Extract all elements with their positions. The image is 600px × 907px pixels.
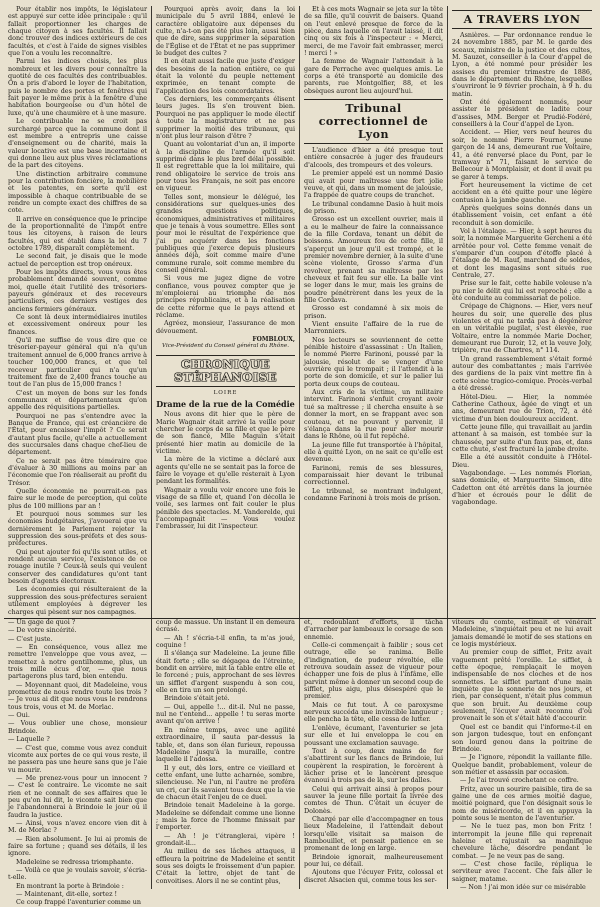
paragraph: Vient ensuite l'affaire de la rue de Marronniers. [304, 320, 443, 336]
paragraph: Celle-ci commençait à faiblir ; sous cet outrage, elle se ranima. Belle d'indignation, de pudeur révoltée, elle retrouva soudain assez de vigueur pour échapper une fois de plus à l'infâme, elle parvint même à donner un second coup de sifflet, plus aigu, plus désespéré que le premier. [304, 641, 443, 701]
paragraph: C'est un moyen de bons sur les fonds communaux et départementaux qu'on appelle des réquisitions partielles. [8, 388, 147, 412]
paragraph: En montrant la porte à Brindoie : [16, 881, 124, 890]
paragraph: — De votre sincérité. [8, 626, 77, 635]
paragraph: L'audience d'hier a été presque tout entière consacrée à juger des fraudeurs d'alcools, des trompeurs et des voleurs. [304, 146, 443, 169]
paragraph: Quant au volontariat d'un an, il importe à la discipline de l'armée qu'il soit supprimé dans le plus bref délai possible. Il est regrettable que la loi militaire, qui rend obligatoire le service de trois ans pour tous les Français, ne soit pas encore en vigueur. [156, 140, 295, 193]
paragraph: Si vous me jugez digne de votre confiance, vous pouvez compter que je m'emploierai au triomphe de nos principes républicains, et à la réalisation de cette réforme que le pays attend et réclame. [156, 274, 295, 320]
paragraph: Après quelques soins donnés dans un établissement voisin, cet enfant a été reconduit à son domicile. [452, 203, 592, 227]
paragraph: Brindoie tenait Madeleine à la gorge. Madeleine se défendait comme une lionne ; mais la force de l'homme finissait par l'emporter. [156, 801, 295, 832]
paragraph: — C'est que, comme vous avez conduit vicomte aux portes de ce qui vous reste, il ne passera pas une heure sans que je l'aie vu mourir. [8, 743, 147, 774]
paragraph: Nous avons dit hier que le père de Marie Wagnair était arrivé la veille pour chercher le corps de sa fille et que le père de son fiancé, Mlle Maguin s'était présenté hier matin au domicile de la victime. [156, 410, 295, 455]
paragraph: — Oui. [8, 711, 30, 720]
paragraph: Crépage de Chignons. — Hier, vers neuf heures du soir, une querelle des plus violentes et qui ne tarda pas à dégénérer en un véritable pugilat, s'est élevée, rue Voltaire, entre la nommée Marie Docher, demeurant rue Duroir, 12, et la veuve Joly, tripière, rue de Chartres, n° 114. [452, 302, 592, 355]
paragraph: Hôtel-Dieu. — Hier, la nommée Catherine Cathoux, âgée de vingt et un ans, demeurant rue de Trion, 72, a été victime d'un bien douloureux accident. [452, 392, 592, 423]
section-heading-text: CHRONIQUE STÉPHANOISE [174, 356, 277, 384]
paragraph: — Voilà ce que je voulais savoir, s'écria-t-elle. [8, 866, 147, 882]
paragraph: Ont été également nommés, pour assister le président de ladite cour d'assises, MM. Berger et Prudié-Fodéré, conseillers à la Cour d'appel de Lyon. [452, 98, 592, 129]
paragraph: Le second fait, je disais que le mode actuel de perception est trop onéreux. [8, 252, 147, 268]
paragraph: Ce ne serait pas être téméraire que d'évaluer à 30 millions au moins par an l'économie que l'on réaliserait au profit du Trésor. [8, 456, 147, 487]
paragraph: — Vous oublier une chose, monsieur Brindoie. [8, 719, 147, 735]
paragraph: Grosso est condamné à six mois de prison. [304, 304, 443, 320]
paragraph: Quelle économie ne pourrait-on pas faire sur le mode de perception, qui coûte plus de 100 millions par an ! [8, 487, 147, 510]
paragraph: Prise sur le fait, cette habile voleuse n'a pu nier le délit qui lui est reproché ; elle a été conduite au commissariat de police. [452, 279, 592, 303]
paragraph: coup de massue. Un instant il en demeura écrasé. [156, 618, 295, 634]
paragraph: Le premier appelé est un nommé Dasio qui avait pour maîtresse une fort jolie veuve, et qui, dans un moment de jalousie, l'a frappée de quatre coups de tranchet. [304, 169, 443, 200]
paragraph: Fort heureusement la victime de cet accident en a été quitte pour une légère contusion à la jambe gauche. [452, 180, 592, 204]
paragraph: Au milieu de ses lâches attaques, il effleura la poitrine de Madeleine et sentit sous ses doigts le froissement d'un papier. C'était la lettre, objet de tant de convoitises. Alors il ne se contint plus, [156, 847, 295, 885]
paragraph: La jeune fille fut transportée à l'hôpital, elle à quitté Lyon, on ne sait ce qu'elle est devenue. [304, 440, 443, 464]
column-3 [300, 6, 448, 618]
feuilleton-column-2 [152, 619, 300, 889]
paragraph: Brindoie ignorait, malheureusement pour lui, ce détail. [304, 852, 443, 868]
news-columns [4, 6, 596, 619]
paragraph: Le contribuable ne se croit pas surchargé parce que la commune dont il est membre a entrepris une caisse d'enseignement ou de charité, mais la valeur locative est une base incertaine et qui donne lieu aux plus vives réclamations de la part des citoyens. [8, 117, 147, 170]
paragraph: viteurs du comte, estimait et vénérait Madeleine, s'inquiétait peu et ne lui avait jamais demandé le motif de ses stations en ce logis mystérieux. [452, 618, 592, 649]
section-heading-text: Tribunal correctionnel de Lyon [318, 102, 429, 142]
feuilleton-section [4, 618, 596, 907]
paragraph: Ajoutons que l'écuyer Fritz, colossal et discret Alsacien qui, comme tous les ser- [304, 868, 443, 884]
paragraph: Chargé par elle d'accompagner en tous lieux Madeleine, il l'attendait debout lorsqu'elle visitait sa maison de Rambouillet, et pensait patience en se promenant de long en large. [304, 814, 443, 853]
paragraph: Ce coup frappé l'aventurier comme un [16, 898, 141, 907]
paragraph: Ce sont là deux intermédiaires inutiles et excessivement onéreux pour les finances. [8, 313, 147, 336]
paragraph: Celui qui arrivait ainsi à propos pour sauver la jeune fille portait la livrée des comtes de Thun. C'était un écuyer de Dolonès. [304, 784, 443, 815]
paragraph: Aux cris de la victime, un militaire intervint. Farinoni s'enfuit croyant avoir tué sa maîtresse ; il chercha ensuite à se donner la mort, en se frappant avec son couteau, et ne pouvant y parvenir, il s'élança dans la rue pour aller mourir dans le Rhône, où il fut repêché. [304, 388, 443, 441]
paragraph: Le tribunal condamne Dasio à huit mois de prison. [304, 199, 443, 215]
paragraph: Farinoni, remis de ses blessures, comparaissait hier devant le tribunal correctionnel. [304, 463, 443, 487]
paragraph: Un grand rassemblement s'était formé autour des combattantes ; mais l'arrivée des gardiens de la paix vint mettre fin à cette scène tragico-comique. Procès-verbal a été dressé. [452, 354, 593, 393]
paragraph: Pourquoi ne pas s'entendre avec la Banque de France, qui est créancière de l'État, pour encaisser l'impôt ? Ce serait d'autant plus facile, qu'elle a actuellement des succursales dans chaque chef-lieu de département. [8, 411, 147, 457]
paragraph: Quel est ce bandit qui l'informe-t-il en son jargon tudesque, tout en enfonçant son lourd genou dans la poitrine de Brindoie. [452, 722, 592, 753]
paragraph: Il y eut, dès lors, entre ce vieillard et cette enfant, une lutte acharnée, sombre, silencieuse. Ne l'un, ni l'autre ne proféra un cri, car ils savaient tous deux que la vie de chacun était l'enjeu de ce duel. [156, 763, 295, 801]
paragraph: L'enlève, écumant, l'aventurier se jeta sur elle et lui enveloppa le cou en poussant une exclamation sauvage. [304, 723, 443, 747]
article-headline: Drame de la rue de la Comédie [156, 399, 295, 410]
paragraph: Ces derniers, les commerçants élisent leurs juges. Ils s'en trouvent bien. Pourquoi ne pas appliquer le mode électif à toute la magistrature et ne pas supprimer la moitié des tribunaux, qui n'ont plus leur raison d'être ? [156, 95, 295, 140]
paragraph: Pour établir nos impôts, le législateur est appuyé sur cette idée principale : qu'il fallait proportionner les charges de chaque citoyen à ses facultés. Il fallait donc trouver des indices extérieurs de ces facultés, et c'est à l'aide de signes visibles que l'on a voulu les reconnaître. [8, 5, 147, 58]
paragraph: — Ah ! s'écria-t-il enfin, ta m'as joué, coquine ! [156, 633, 295, 650]
paragraph: Tout à coup, deux mains de fer s'abattirent sur les flancs de Brindoie, lui coupèrent la respiration, le forcèrent à lâcher prise et le lancèrent presque évanoui à trois pas de là, sur les dalles. [304, 746, 443, 785]
paragraph: et, redoublant d'efforts, il tâcha d'arracher par lambeaux le corsage de son ennemie. [304, 618, 443, 641]
paragraph: — Laquelle ? [8, 735, 50, 744]
paragraph: Agréez, monsieur, l'assurance de mon dévouement. [156, 319, 295, 335]
paragraph: Pour les impôts directs, vous vous êtes probablement demandé souvent, comme moi, quelle était l'utilité des trésoriers-payeurs généraux et des receveurs particuliers, ces derniers vestiges des anciens fermiers généraux. [8, 268, 147, 313]
paragraph: Au premier coup de sifflet, Fritz avait vaguement prêté l'oreille. Le sifflet, à cette époque, remplaçait le moyen indispensable de nos cloches et de nos sonnettes. Le sifflet partant d'une main inquiète que la sonnerie de nos jours, et rien, par conséquent, n'était plus commun que son bruit. Au deuxième coup seulement, l'écuyer avait reconnu d'où provenait le son et s'était hâté d'accourir. [452, 648, 592, 723]
section-heading [156, 355, 295, 387]
column-2 [152, 6, 300, 618]
paragraph: Qu'il me suffise de vous dire que ce trésorier-payeur général qui n'a qu'un traitement annuel de 6,000 francs arrive à toucher 100,000 francs, et que tel receveur particulier qui n'a qu'un traitement fixe de 2,400 francs touche au tout de l'an plus de 15,000 francs ! [8, 336, 147, 389]
paragraph: Wagnair a voulu voir encore une fois le visage de sa fille et, quand l'on décolla le voile, ses larmes ont fait couler le plus pénible des spectacles. M. Vanderelde, qui l'accompagnait — Vous voulez l'embrasser, lui dit l'inspecteur. [156, 485, 295, 531]
paragraph: La mère de la victime a déclaré aux agents qu'elle ne se sentait pas la force de faire le voyage et qu'elle resterait à Lyon pendant les formalités. [156, 455, 295, 486]
section-heading [304, 99, 443, 144]
column-1 [4, 6, 152, 618]
paragraph: Une distinction arbitraire commune pour la contribution foncière, la mobilière et les patentes, en sorte qu'il est impossible à chaque contribuable de se rendre un compte exact des chiffres de sa cote. [8, 169, 147, 215]
section-heading [452, 10, 592, 29]
paragraph: — Maintenant, dit-elle, sortez ! [16, 890, 118, 899]
paragraph: Fritz, avec un sourire paisible, tira de sa gaine une de ces armes moitié dague, moitié poignard, que l'on désignait sous le nom de miséricorde, et il en appuya la pointe sous le menton de l'aventurier. [452, 784, 592, 822]
paragraph: — Ah ! je t'étranglerai, vipère ! grondait-il... [156, 831, 295, 847]
paragraph: Pourquoi après avoir, dans la loi municipale du 5 avril 1884, enlevé le caractère obligatoire aux dépenses du culte, n'a-t-on pas été plus loin, aussi bien que de dire, sans supprimer la séparation de l'Église et de l'État et ne pas supprimer le budget des cultes ? [156, 5, 295, 58]
section-heading-text: A TRAVERS LYON [463, 13, 581, 26]
paragraph: Grosso est un excellent ouvrier, mais il a eu le malheur de faire la connaissance de la fille Cordava, tenant un débit de boissons. Amoureux fou de cette fille, il s'aperçut un jour qu'il est trompé, et le premier novembre dernier, à la suite d'une scène violente, Grosso s'arma d'un revolver, prenant sa maîtresse par les cheveux et fait feu sur elle. La balle vint se loger dans le mur, mais les grains de poudre pénétrèrent dans les yeux de la fille Cordava. [304, 215, 443, 304]
region-label: LOIRE [213, 389, 238, 396]
paragraph: — Me prenez-vous pour un innocent ? — C'est le contraire. Le vicomte ne sait rien et ne connaît de ses affaires que le peu qu'on lui dit, le vicomte sait bien que je l'abandonnerai à Brindoie le jour où il faudra la justice. [8, 773, 147, 819]
paragraph: Il en était aussi facile que juste d'exiger des besoins de la nation entière, ce qui était la volonté du peuple nettement exprimée, en tenant compte de l'application des lois concordataires. [156, 57, 295, 95]
signature-title: Vice-Président du Conseil général du Rhône. [162, 343, 289, 350]
paragraph: La femme de Wagnair l'attendait à la gare de Perrache avec quelques amis. Le corps a été transporté au domicile des parents, rue Montgolfier, 88, et les obsèques auront lieu aujourd'hui. [304, 57, 443, 95]
paragraph: — En conséquence, vous allez me remettre l'enveloppe que vous avez, — remettez à notre gentilhomme, plus, un trois mille écus d'or, — que nous partagerons plus tard, bien entendu. [8, 643, 147, 681]
paragraph: Vol à l'étalage. — Hier, à sept heures du soir, la nommée Marguerite Gercheni a été arrêtée pour vol. Cette femme venait de s'emparer d'un coupon d'étoffe placé à l'étalage de M. Rauf, marchand de soldes, et dont les magasins sont situés rue Centrale, 27. [452, 226, 592, 279]
paragraph: Nos lecteurs se souviennent de cette pénible histoire d'assassinat : Un Italien, le nommé Pierre Farinoni, poussé par la jalousie, résolut de se venger d'une ouvrière qui le trompait ; il l'attendit à la porte de son domicile, et sur le palier lui porta deux coups de couteau. [304, 335, 443, 388]
signature: FOMBLOUX, [252, 336, 295, 344]
paragraph: — Je l'ignore, répondit la vaillante fille. Quelque bandit, probablement, voleur de son métier et assassin par occasion. [452, 753, 592, 776]
paragraph: Parmi les indices choisis, les plus nombreux et les divers pour connaître la quotité de ces facultés des contribuables. On a pris d'abord le loyer de l'habitation, puis le nombre des portes et fenêtres qui fait payer le même prix à la fenêtre d'une habitation bourgeoise ou d'un hôtel de luxe, qu'à une chaumière et à une masure. [8, 57, 147, 117]
feuilleton-column-4 [448, 618, 596, 892]
paragraph: — Ainsi, vous n'avez encore vien dit à M. de Morlac ? [8, 818, 147, 835]
paragraph: Madeleine se redressa triomphante. [16, 857, 134, 866]
paragraph: Et à ces mots Wagnair se jeta sur la tête de sa fille, qu'il couvrit de baisers. Quand on l'eut enlevé presque de force de la pièce, dans laquelle on l'avait laissé, il dit cinq ou six fois à l'inspecteur : « Merci, merci, de me l'avoir fait embrasser, merci ! merci ! » [304, 5, 443, 58]
paragraph: Brindoie s'était jeté. [164, 694, 230, 703]
paragraph: Les économies qui résulteraient de la suppression des sous-préfectures seraient utilement employées à dégrever les charges qui pèsent sur nos campagnes. [8, 585, 147, 616]
paragraph: Telles sont, monsieur le délégué, les considérations sur quelques-unes des grandes questions politiques, économiques, administratives et militaires que je tenais à vous soumettre. Elles sont pour moi le résultat de l'expérience que j'ai pu acquérir dans les fonctions publiques que j'exerce depuis plusieurs années déjà, soit comme maire d'une commune rurale, soit comme membre du conseil général. [156, 192, 295, 275]
paragraph: — Je l'ai trouvé crochetant ce coffre. [460, 776, 579, 785]
paragraph: — Moyennant quoi, dit Madeleine, vous promettez de nous rendre toute les trois ? — Je vous ai dit que nous vous le rendrons tous trois, vous et M. de Morlac. [8, 680, 147, 711]
paragraph: — Rien absolument. Je lui ai promis de faire sa fortune ; quand ses détails, il les ignore. [8, 834, 147, 858]
paragraph: — Non ! j'ai mon idée sur ce misérable [460, 883, 586, 892]
paragraph: Cette jeune fille, qui travaillait au jardin attenant à sa maison, est tombée sur la chaussée, par suite d'un faux pas, et, dans cette chute, s'est fracturé la jambe droite. [452, 422, 592, 453]
paragraph: Le tribunal, se montrant indulgent, condamne Farinoni à trois mois de prison. [304, 486, 443, 502]
paragraph: Elle a été aussitôt conduite à l'Hôtel-Dieu. [452, 453, 592, 469]
paragraph: Il s'élança sur Madeleine. La jeune fille était forte ; elle se dégagea de l'étreinte, bondit en arrière, mit la table entre elle et le forcené ; puis, approchant de ses lèvres un sifflet d'argent suspendu à son cou, elle en tira un son prolongé. [156, 649, 295, 695]
feuilleton-column-3 [300, 619, 448, 889]
paragraph: Asnières. — Par ordonnance rendue le 24 novembre 1885, par M. le garde des sceaux, ministre de la justice et des cultes, M. Sauzet, conseiller à la Cour d'appel de Lyon, a été nommé pour présider les assises du premier trimestre de 1886, dans le département du Rhône, lesquelles s'ouvriront le 9 février prochain, à 9 h. du matin. [452, 31, 592, 98]
paragraph: Qui peut ajouter foi qu'ils sont utiles, et rendent aucun service, l'existence de ce rouage inutile ? Ceux-là seuls qui veulent conserver des candidatures qu'ont tant besoin d'agents électoraux. [8, 547, 147, 586]
paragraph: Il arrive en conséquence que le principe de la proportionnalité de l'impôt entre tous les citoyens, à raison de leurs facultés, qui est établi dans la loi du 7 octobre 1789, disparaît complètement. [8, 214, 147, 252]
paragraph: Accident. — Hier, vers neuf heures du soir, le nommé Pierre Fournet, jeune garçon de 14 ans, demeurant rue Voltaire, 41, a été renversé place du Pont, par le tramway n° 71, faisant le service de Bellecour à Montplaisir, et dont il avait pu se garer à temps. [452, 128, 592, 181]
paragraph: Vagabondage. — Les nommés Florian, sans domicile, et Marguerite Simon, dite Cadetton ont été arrêtés dans la journée d'hier et écroués pour le délit de vagabondage. [452, 468, 592, 507]
paragraph: — C'est chose facile, répliqua le serviteur avec l'accent. Che fais aller le saigner, matame. [452, 860, 592, 883]
paragraph: — Un gage de quoi ? [8, 618, 76, 626]
paragraph: Et pourquoi nous sommes sur les économies budgétaires, j'avouerai que vu dernièrement le Parlement rejeter la suppression des sous-préfets et des sous-préfectures. [8, 510, 147, 548]
paragraph: En même temps, avec une agilité extraordinaire, il sauta par-dessus la table, et, dans son élan furieux, repoussa Madeleine jusqu'à la muraille, contre laquelle il l'adossa. [156, 725, 295, 764]
paragraph: — C'est juste. [8, 634, 53, 643]
paragraph: — Ne le tuez pas, mon bon Fritz ! interrompit la jeune fille qui reprenait haleine et rajustait sa magnifique chevelure lâche, désordre pendant le combat. — Je ne veux pas de sang. [452, 822, 592, 860]
paragraph: — Oui, appelle !... dit-il. Nul ne passe, nul ne t'entend... appelle ! tu seras morte avant qu'on arrive ! [156, 702, 295, 726]
paragraph: Mais ce fut tout. À ce paroxysme nerveux succéda une invincible langueur ; elle pencha la tête, elle cessa de lutter. [304, 700, 443, 724]
feuilleton-column-1 [4, 618, 152, 907]
column-4 [448, 6, 596, 618]
